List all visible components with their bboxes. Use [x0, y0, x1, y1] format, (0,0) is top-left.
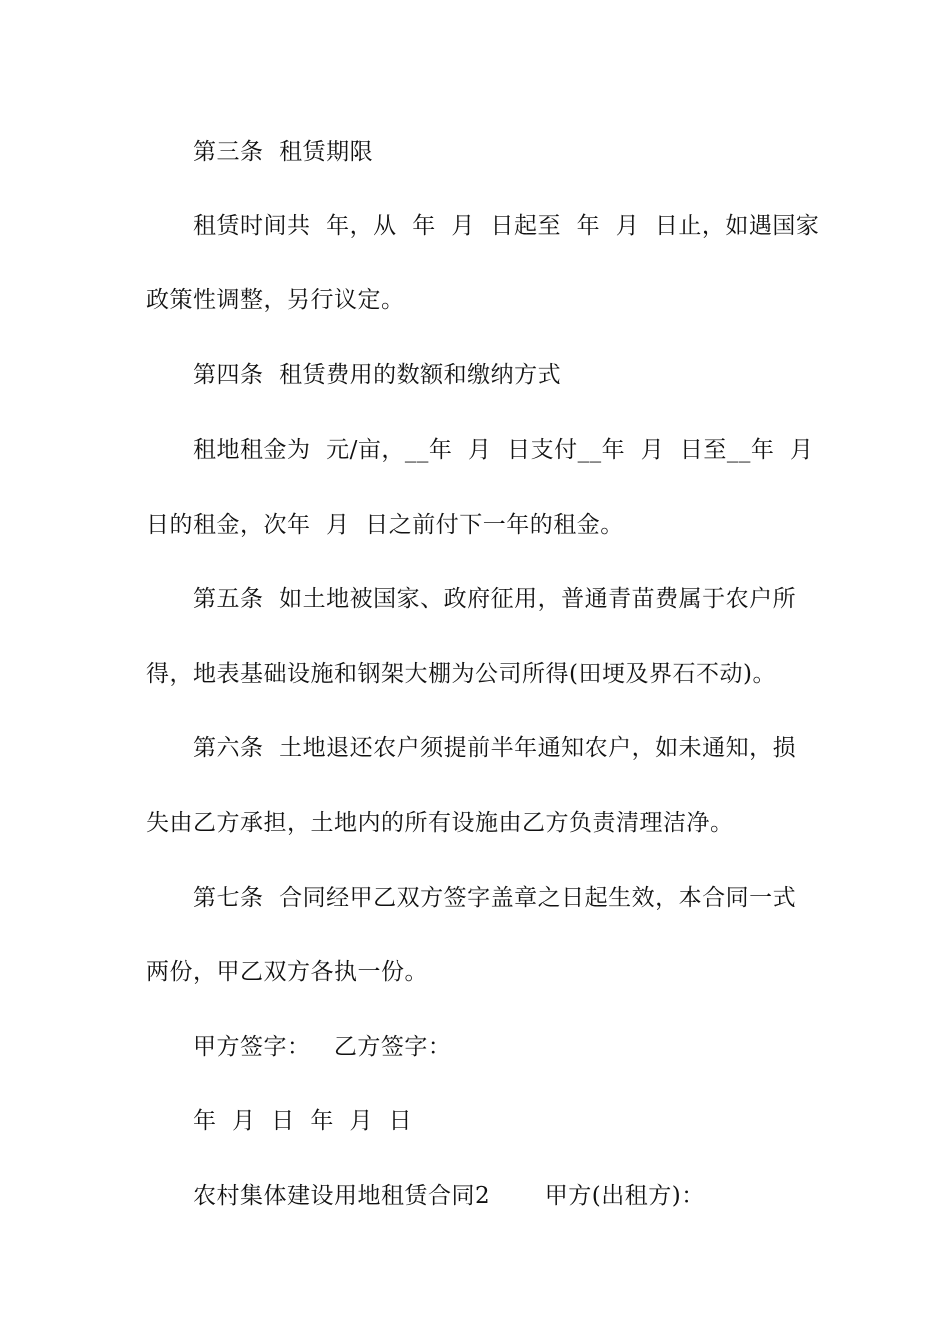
article-6-text-line-2: 失由乙方承担，土地内的所有设施由乙方负责清理洁净。 — [146, 810, 734, 836]
article-7-text-line-2: 两份，甲乙双方各执一份。 — [146, 959, 428, 985]
contract-2-title-line: 农村集体建设用地租赁合同2 甲方(出租方)： — [193, 1183, 705, 1209]
article-3-text-line-2: 政策性调整，另行议定。 — [146, 287, 405, 313]
article-4-text-line-2: 日的租金，次年 月 日之前付下一年的租金。 — [146, 512, 624, 538]
article-5-text-line-2: 得，地表基础设施和钢架大棚为公司所得(田埂及界石不动)。 — [146, 661, 776, 687]
article-4-text-line-1: 租地租金为 元/亩，__年 月 日支付__年 月 日至__年 月 — [193, 437, 814, 463]
article-5-text-line-1: 第五条 如土地被国家、政府征用，普通青苗费属于农户所 — [193, 586, 797, 612]
article-4-heading: 第四条 租赁费用的数额和缴纳方式 — [193, 362, 562, 388]
article-3-text-line-1: 租赁时间共 年，从 年 月 日起至 年 月 日止，如遇国家 — [193, 213, 820, 239]
article-6-text-line-1: 第六条 土地退还农户须提前半年通知农户，如未通知，损 — [193, 735, 797, 761]
article-7-text-line-1: 第七条 合同经甲乙双方签字盖章之日起生效，本合同一式 — [193, 885, 797, 911]
article-3-heading: 第三条 租赁期限 — [193, 139, 374, 165]
signature-line: 甲方签字： 乙方签字： — [193, 1034, 452, 1060]
date-line: 年 月 日 年 月 日 — [193, 1108, 413, 1134]
